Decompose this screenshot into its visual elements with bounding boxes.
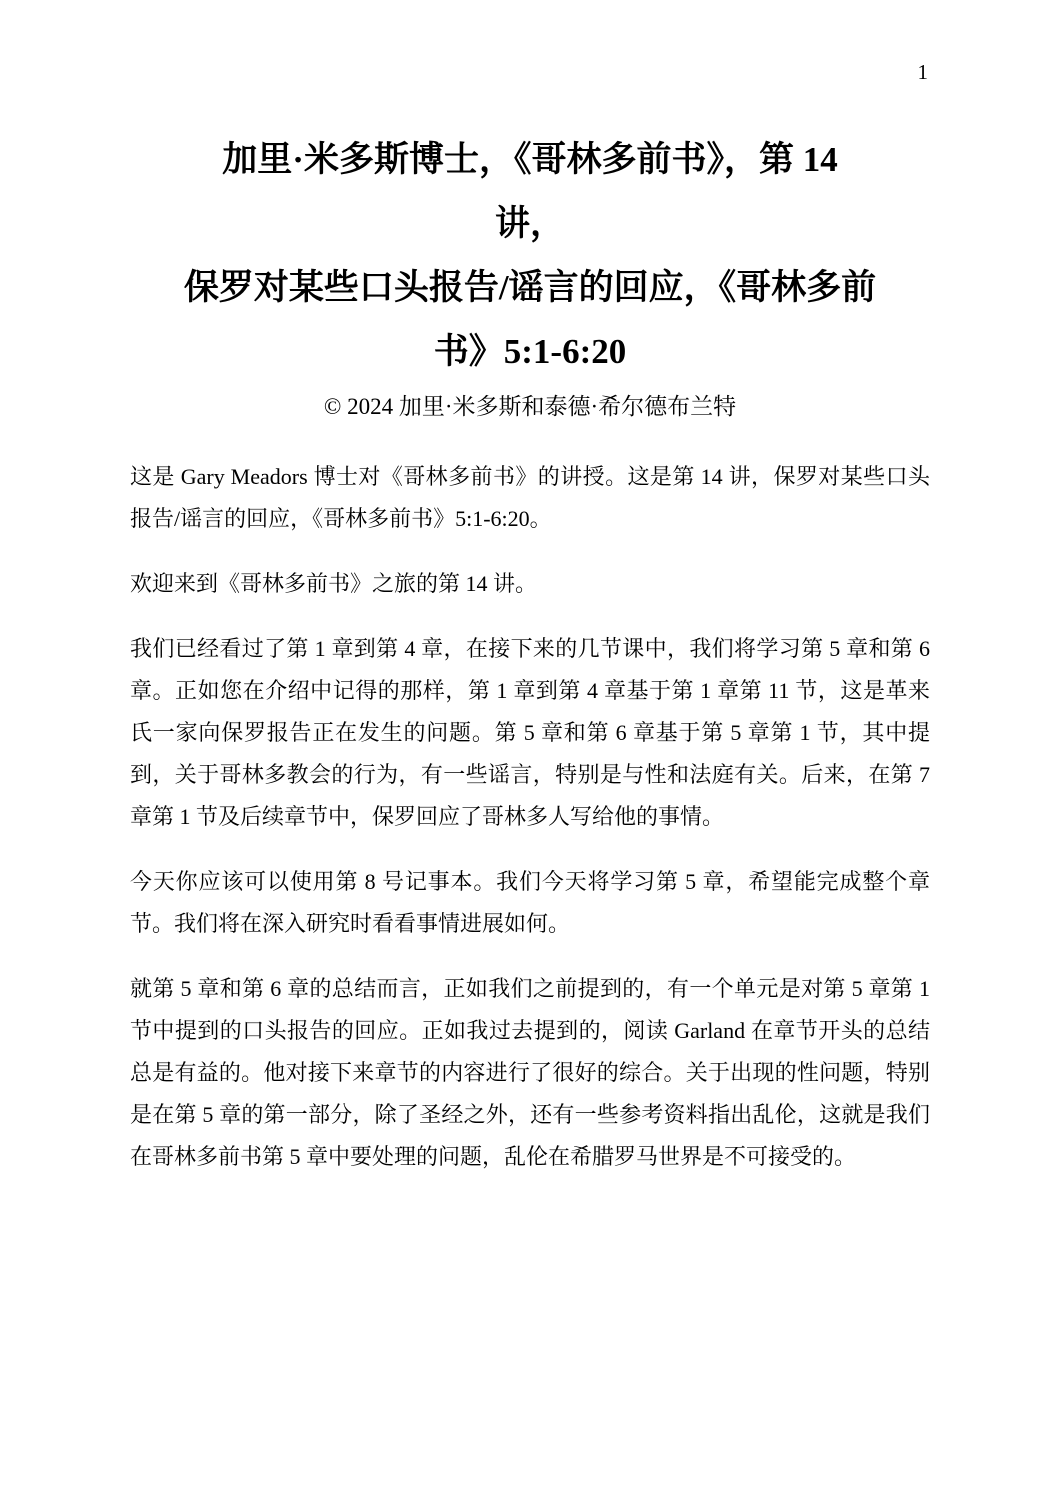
body-text <box>130 456 930 1178</box>
title-line: 保罗对某些口头报告/谣言的回应，《哥林多前 <box>183 268 877 307</box>
paragraph: 这是 Gary Meadors 博士对《哥林多前书》的讲授。这是第 14 讲，保罗对某些口头报告/谣言的回应，《哥林多前书》5:1-6:20。 <box>130 464 930 531</box>
paragraph: 就第 5 章和第 6 章的总结而言，正如我们之前提到的，有一个单元是对第 5 章第 1 节中提到的口头报告的回应。正如我过去提到的，阅读 Garland 在章节开头的总结总是有益的。他对接下来章节的内容进行了很好的综合。关于出现的性问题，特别是在第 5 章的第一部分，除了圣经之外，还有一些参考资料指出乱伦，这就是我们在哥林多前书第 5 章中要处理的问题，乱伦在希腊罗马世界是不可接受的。 <box>130 976 930 1169</box>
title-line: 书》5:1-6:20 <box>433 332 627 371</box>
page-number: 1 <box>917 60 928 84</box>
copyright-line: © 2024 加里·米多斯和泰德·希尔德布兰特 <box>323 394 737 419</box>
paragraph: 今天你应该可以使用第 8 号记事本。我们今天将学习第 5 章，希望能完成整个章节。我们将在深入研究时看看事情进展如何。 <box>130 869 930 936</box>
document-title <box>130 0 930 384</box>
title-line: 讲， <box>494 204 565 243</box>
paragraph: 欢迎来到《哥林多前书》之旅的第 14 讲。 <box>130 571 538 596</box>
title-line: 加里·米多斯博士，《哥林多前书》，第 14 <box>222 140 838 179</box>
paragraph: 我们已经看过了第 1 章到第 4 章，在接下来的几节课中，我们将学习第 5 章和第 6 章。正如您在介绍中记得的那样，第 1 章到第 4 章基于第 1 章第 11 节，这是革来氏一家向保罗报告正在发生的问题。第 5 章和第 6 章基于第 5 章第 1 节，其中提到，关于哥林多教会的行为，有一些谣言，特别是与性和法庭有关。后来，在第 7 章第 1 节及后续章节中，保罗回应了哥林多人写给他的事情。 <box>130 636 930 829</box>
